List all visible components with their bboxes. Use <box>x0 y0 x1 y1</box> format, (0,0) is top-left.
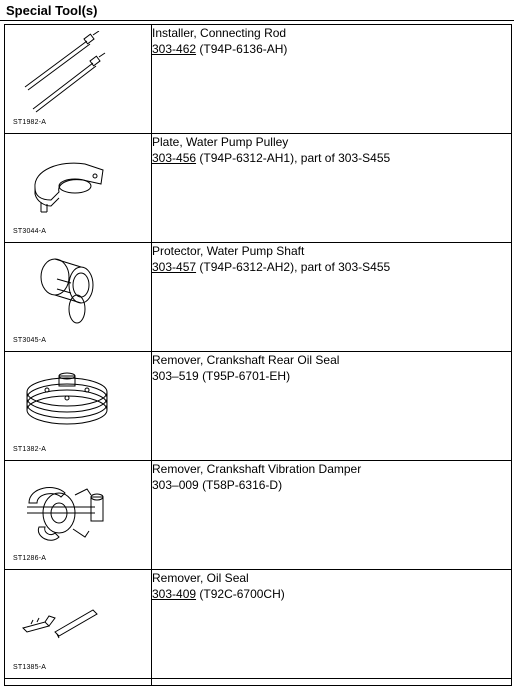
tool-illustration-cell <box>5 570 152 679</box>
tool-number-link[interactable]: 303-409 <box>152 587 197 601</box>
tool-number: 303–009 <box>152 478 199 492</box>
tool-detail: (T94P-6312-AH1), part of 303-S455 <box>199 151 391 165</box>
tool-number-link[interactable]: 303-456 <box>152 151 197 165</box>
table-row <box>5 352 512 461</box>
table-row <box>5 134 512 243</box>
tool-description <box>152 134 512 243</box>
connecting-rod-installer-icon <box>15 31 125 121</box>
tool-description <box>152 570 512 679</box>
tool-number-line <box>152 586 511 602</box>
tool-number-line <box>152 259 511 275</box>
tool-number-link[interactable]: 303-457 <box>152 260 197 274</box>
tool-illustration-cell <box>5 243 152 352</box>
tool-description <box>152 461 512 570</box>
tool-name: Remover, Crankshaft Rear Oil Seal <box>152 353 340 367</box>
tool-code: ST1385-A <box>13 664 47 671</box>
tool-number: 303–519 <box>152 369 199 383</box>
tool-code: ST1982-A <box>13 119 47 126</box>
tool-code: ST3044-A <box>13 228 47 235</box>
seal-remover-icon <box>15 576 125 666</box>
pulley-plate-icon <box>15 140 125 230</box>
tool-code: ST3045-A <box>13 337 47 344</box>
tool-code: ST1382-A <box>13 446 47 453</box>
table-row <box>5 25 512 134</box>
tool-name: Plate, Water Pump Pulley <box>152 135 289 149</box>
table-row <box>5 679 512 686</box>
damper-remover-icon <box>15 467 125 557</box>
tool-illustration-cell <box>5 679 152 686</box>
tool-number-line <box>152 477 511 493</box>
tool-detail: (T94P-6136-AH) <box>199 42 288 56</box>
tool-number-line <box>152 41 511 57</box>
tool-description <box>152 352 512 461</box>
tool-detail: (T95P-6701-EH) <box>202 369 291 383</box>
tool-number-line <box>152 368 511 384</box>
tool-name: Remover, Oil Seal <box>152 571 249 585</box>
tool-detail: (T92C-6700CH) <box>199 587 285 601</box>
tool-illustration-cell <box>5 461 152 570</box>
tool-illustration-cell <box>5 352 152 461</box>
tool-detail: (T94P-6312-AH2), part of 303-S455 <box>199 260 391 274</box>
tool-illustration-cell <box>5 134 152 243</box>
tool-name: Protector, Water Pump Shaft <box>152 244 305 258</box>
tool-description <box>152 243 512 352</box>
tool-name: Installer, Connecting Rod <box>152 26 287 40</box>
oil-seal-remover-icon <box>15 358 125 448</box>
tool-description <box>152 25 512 134</box>
special-tools-table <box>4 24 512 686</box>
tool-code: ST1286-A <box>13 555 47 562</box>
title-divider <box>0 20 514 21</box>
tool-description <box>152 679 512 686</box>
shaft-protector-icon <box>15 249 125 339</box>
section-title: Special Tool(s) <box>6 3 98 18</box>
tool-illustration-cell <box>5 25 152 134</box>
table-row <box>5 243 512 352</box>
tool-number-line <box>152 150 511 166</box>
tool-detail: (T58P-6316-D) <box>202 478 283 492</box>
table-row <box>5 570 512 679</box>
table-row <box>5 461 512 570</box>
tool-number-link[interactable]: 303-462 <box>152 42 197 56</box>
tool-name: Remover, Crankshaft Vibration Damper <box>152 462 362 476</box>
